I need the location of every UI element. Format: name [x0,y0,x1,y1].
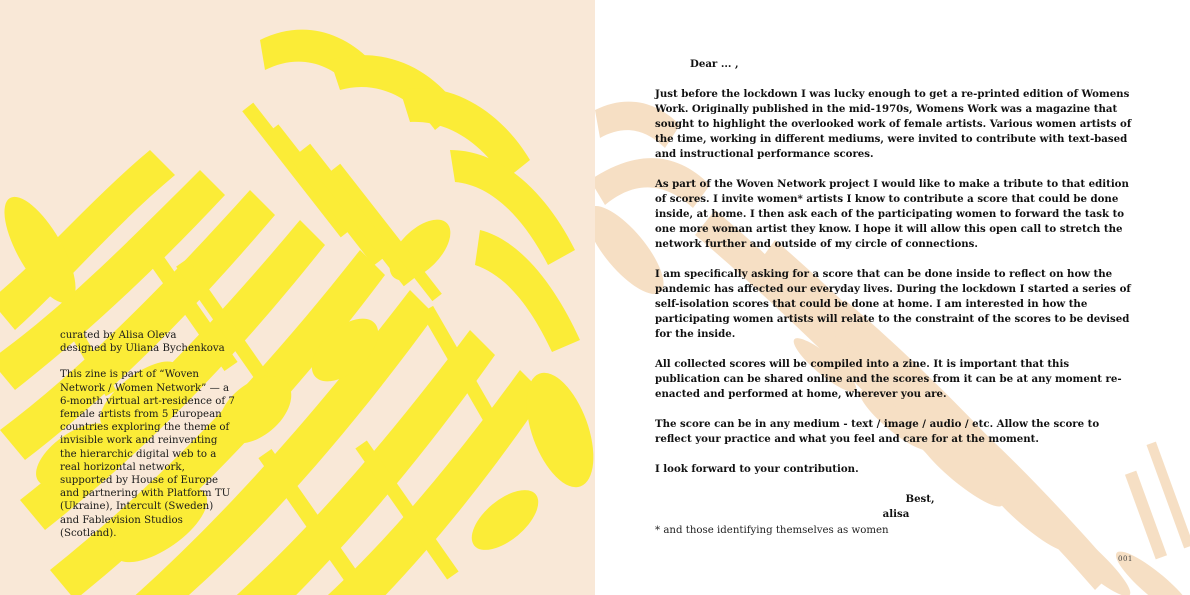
letter-greeting: Dear ... , [690,58,739,70]
zine-description: This zine is part of “Woven Network / Women Network” — a 6-month virtual art-residence of 7 female artists from 5 European countries exploring the theme of invisible work and reinventing the hierarchic digital web to a real horizontal network, supported by House of Europe and partnering with Platform TU (Ukraine), Intercult (Sweden) and Fablevision Studios (Scotland). [60,369,235,539]
designer-credit: designed by Uliana Bychenkova [60,343,225,355]
letter-signature: alisa [882,508,910,520]
letter-signoff [655,492,1135,522]
letter-paragraph-1: Just before the lockdown I was lucky enough to get a re-printed edition of Womens Work. Originally published in the mid-1970s, Womens Work was a magazine that sought to highlight the overlooked work of female artists. Various women artists of the time, working in different mediums, were invited to contribute with text-based and instructional performance scores. [655,88,1132,160]
letter-paragraph-6: I look forward to your contribution. [655,463,859,475]
letter-paragraph-2: As part of the Woven Network project I would like to make a tribute to that edition of scores. I invite women* artists I know to contribute a score that could be done inside, at home. I then ask each of the participating women to forward the task to one more woman artist they know. I hope it will allow this open call to stretch the network further and outside of my circle of connections. [655,178,1129,250]
letter-paragraph-3: I am specifically asking for a score that can be done inside to reflect on how the pandemic has affected our everyday lives. During the lockdown I started a series of self-isolation scores that could be done at home. I am interested in how the participating women artists will relate to the constraint of the scores to be devised for the inside. [655,268,1131,340]
curator-credit: curated by Alisa Oleva [60,330,177,341]
right-page [595,0,1190,595]
letter-paragraph-5: The score can be in any medium - text / image / audio / etc. Allow the score to reflect your practice and what you feel and care for at the moment. [655,418,1100,445]
footnote: * and those identifying themselves as women [655,525,889,536]
letter-closing: Best, [905,493,935,505]
letter-paragraph-4: All collected scores will be compiled into a zine. It is important that this publication can be shared online and the scores from it can be at any moment re-enacted and performed at home, wherever you are. [655,358,1122,400]
open-call-letter [655,57,1135,522]
colophon [60,329,235,553]
page-number: 001 [1118,555,1133,563]
